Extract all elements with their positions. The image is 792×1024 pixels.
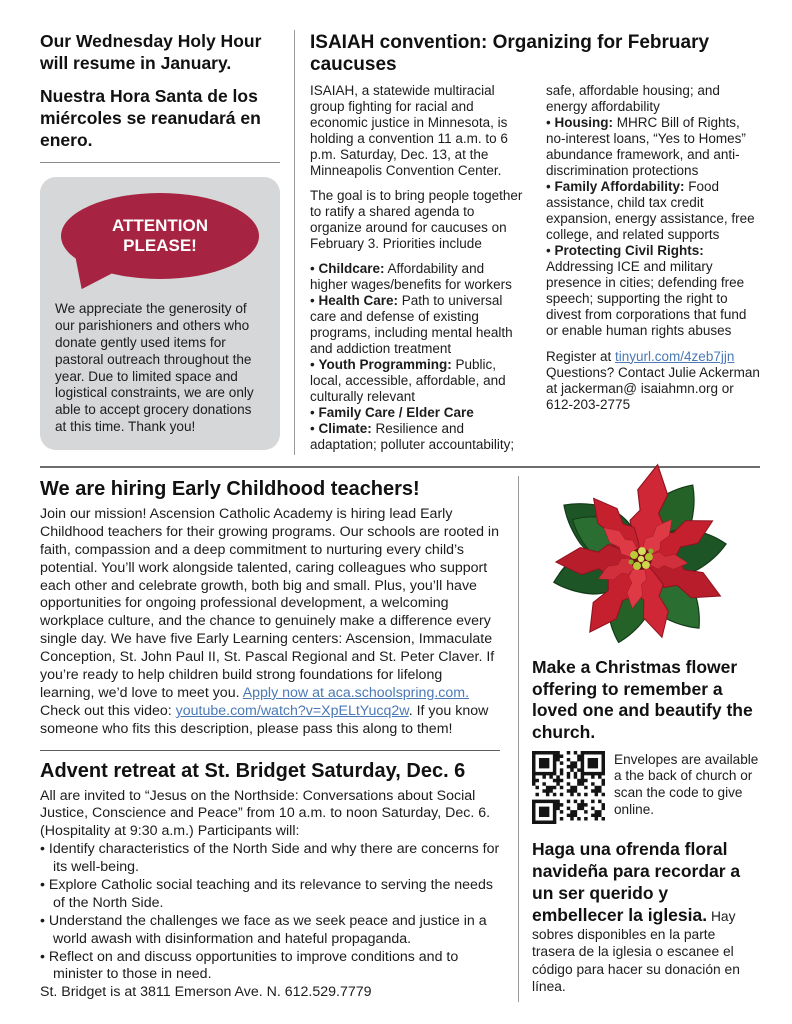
isaiah-article (294, 30, 760, 455)
isaiah-bullet: • Childcare: Affordability and higher wages/benefits for workers (310, 261, 524, 293)
attention-box (40, 177, 280, 450)
isaiah-bullet: • Family Affordability: Food assistance, child tax credit expansion, energy assistance, free college, and related supports (546, 179, 760, 243)
flower-offering-spanish: Haga una ofrenda floral navideña para recordar a un ser querido y embellecer la iglesia. Hay sobres disponibles en la parte trasera de la iglesia o escanee el código para hacer su donación en línea. (532, 838, 741, 995)
bottom-left-column (40, 476, 518, 1002)
video-link[interactable]: youtube.com/watch?v=XpELtYucq2w (175, 702, 409, 719)
advent-bullet: • Identify characteristics of the North Side and why there are concerns for its well-being. (40, 841, 500, 877)
holy-hour-divider (40, 162, 280, 163)
isaiah-columns (310, 83, 760, 455)
flower-column (518, 476, 760, 1002)
isaiah-bullet: • Climate: Resilience and adaptation; polluter accountability; safe, affordable housing; and energy affordability (310, 83, 760, 455)
flower-offering-heading: Make a Christmas flower offering to remember a loved one and beautify the church. (532, 657, 753, 743)
advent-bullet: • Reflect on and discuss opportunities to improve conditions and to minister to those in need. (40, 949, 500, 985)
poinsettia-image (526, 462, 760, 655)
isaiah-para-1: ISAIAH, a statewide multiracial group fighting for racial and economic justice in Minnesota, is holding a convention 11 a.m. to 6 p.m. Saturday, Dec. 13, at the Minneapolis Convention Center. (310, 83, 508, 178)
advent-bullet: • Understand the challenges we face as we seek peace and justice in a world awash with disinformation and hateful propaganda. (40, 913, 500, 949)
isaiah-title: ISAIAH convention: Organizing for February caucuses (310, 32, 710, 75)
top-section (40, 30, 760, 455)
isaiah-para-2: The goal is to bring people together to ratify a shared agenda to organize around for caucuses on February 3. Priorities include (310, 187, 523, 251)
hiring-title: We are hiring Early Childhood teachers! (40, 478, 420, 500)
qr-row (532, 751, 760, 825)
isaiah-bullet: • Protecting Civil Rights: Addressing ICE and military presence in cities; defending free speech; supporting the right to divest from corporations that fund or enable human rights abuses (546, 243, 760, 339)
holy-hour-column (40, 30, 294, 455)
qr-code (532, 751, 605, 825)
bottom-section (40, 476, 760, 1002)
qr-caption: Envelopes are available a the back of church or scan the code to give online. (614, 751, 759, 817)
holy-hour-heading-en: Our Wednesday Holy Hour will resume in January. (40, 31, 262, 74)
isaiah-bullet: • Youth Programming: Public, local, accessible, affordable, and culturally relevant (310, 357, 524, 405)
attention-title: ATTENTION PLEASE! (111, 215, 208, 256)
advent-body (40, 788, 500, 1003)
isaiah-bullet: • Health Care: Path to universal care and defense of existing programs, including mental health and addiction treatment (310, 293, 524, 357)
speech-bubble-tail-icon (68, 257, 122, 298)
isaiah-bullet: • Family Care / Elder Care (310, 405, 524, 421)
advent-intro: All are invited to “Jesus on the Northside: Conversations about Social Justice, Conscience and Peace” from 10 a.m. to noon Saturday, Dec. 6. (Hospitality at 9:30 a.m.) Participants will: (40, 787, 491, 840)
isaiah-register-para: Register at tinyurl.com/4zeb7jjn Questions? Contact Julie Ackerman at jackerman@ isaiahmn.org or 612-203-2775 (546, 348, 760, 412)
attention-body: We appreciate the generosity of our parishioners and others who donate gently used items for pastoral outreach throughout the year. Due to limited space and logistical constraints, we are only able to accept grocery donations at this time. Thank you! (55, 301, 254, 435)
advent-bullet: • Explore Catholic social teaching and its relevance to serving the needs of the North Side. (40, 877, 500, 913)
advent-title: Advent retreat at St. Bridget Saturday, Dec. 6 (40, 759, 466, 782)
apply-link[interactable]: Apply now at aca.schoolspring.com. (242, 684, 470, 701)
register-link[interactable]: tinyurl.com/4zeb7jjn (615, 348, 735, 364)
attention-speech-bubble (61, 193, 259, 279)
advent-divider (40, 750, 500, 751)
advent-footer: St. Bridget is at 3811 Emerson Ave. N. 612.529.7779 (40, 984, 372, 1001)
isaiah-bullet: • Housing: MHRC Bill of Rights, no-interest loans, “Yes to Homes” abundance framework, and anti-discrimination protections (546, 115, 760, 179)
hiring-body: Join our mission! Ascension Catholic Academy is hiring lead Early Childhood teachers for their growing programs. Our schools are rooted in faith, compassion and a deep commitment to nurturing every child’s potential. You’ll work alongside talented, caring colleagues who support each other and celebrate growth, both big and small. Plus, you’ll have opportunities for ongoing professional development, a welcoming workplace culture, and the chance to genuinely make a difference every single day. We have five Early Learning centers: Ascension, Immaculate Conception, St. John Paul II, St. Pascal Regional and St. Peter Claver. If you’re ready to help children build strong foundations for lifelong learning, we’d love to meet you. Apply now at aca.schoolspring.com. Check out this video: youtube.com/watch?v=XpELtYucq2w. If you know someone who fits this description, please pass this along to them! (40, 506, 499, 737)
holy-hour-heading-es: Nuestra Hora Santa de los miércoles se reanudará en enero. (40, 86, 261, 151)
